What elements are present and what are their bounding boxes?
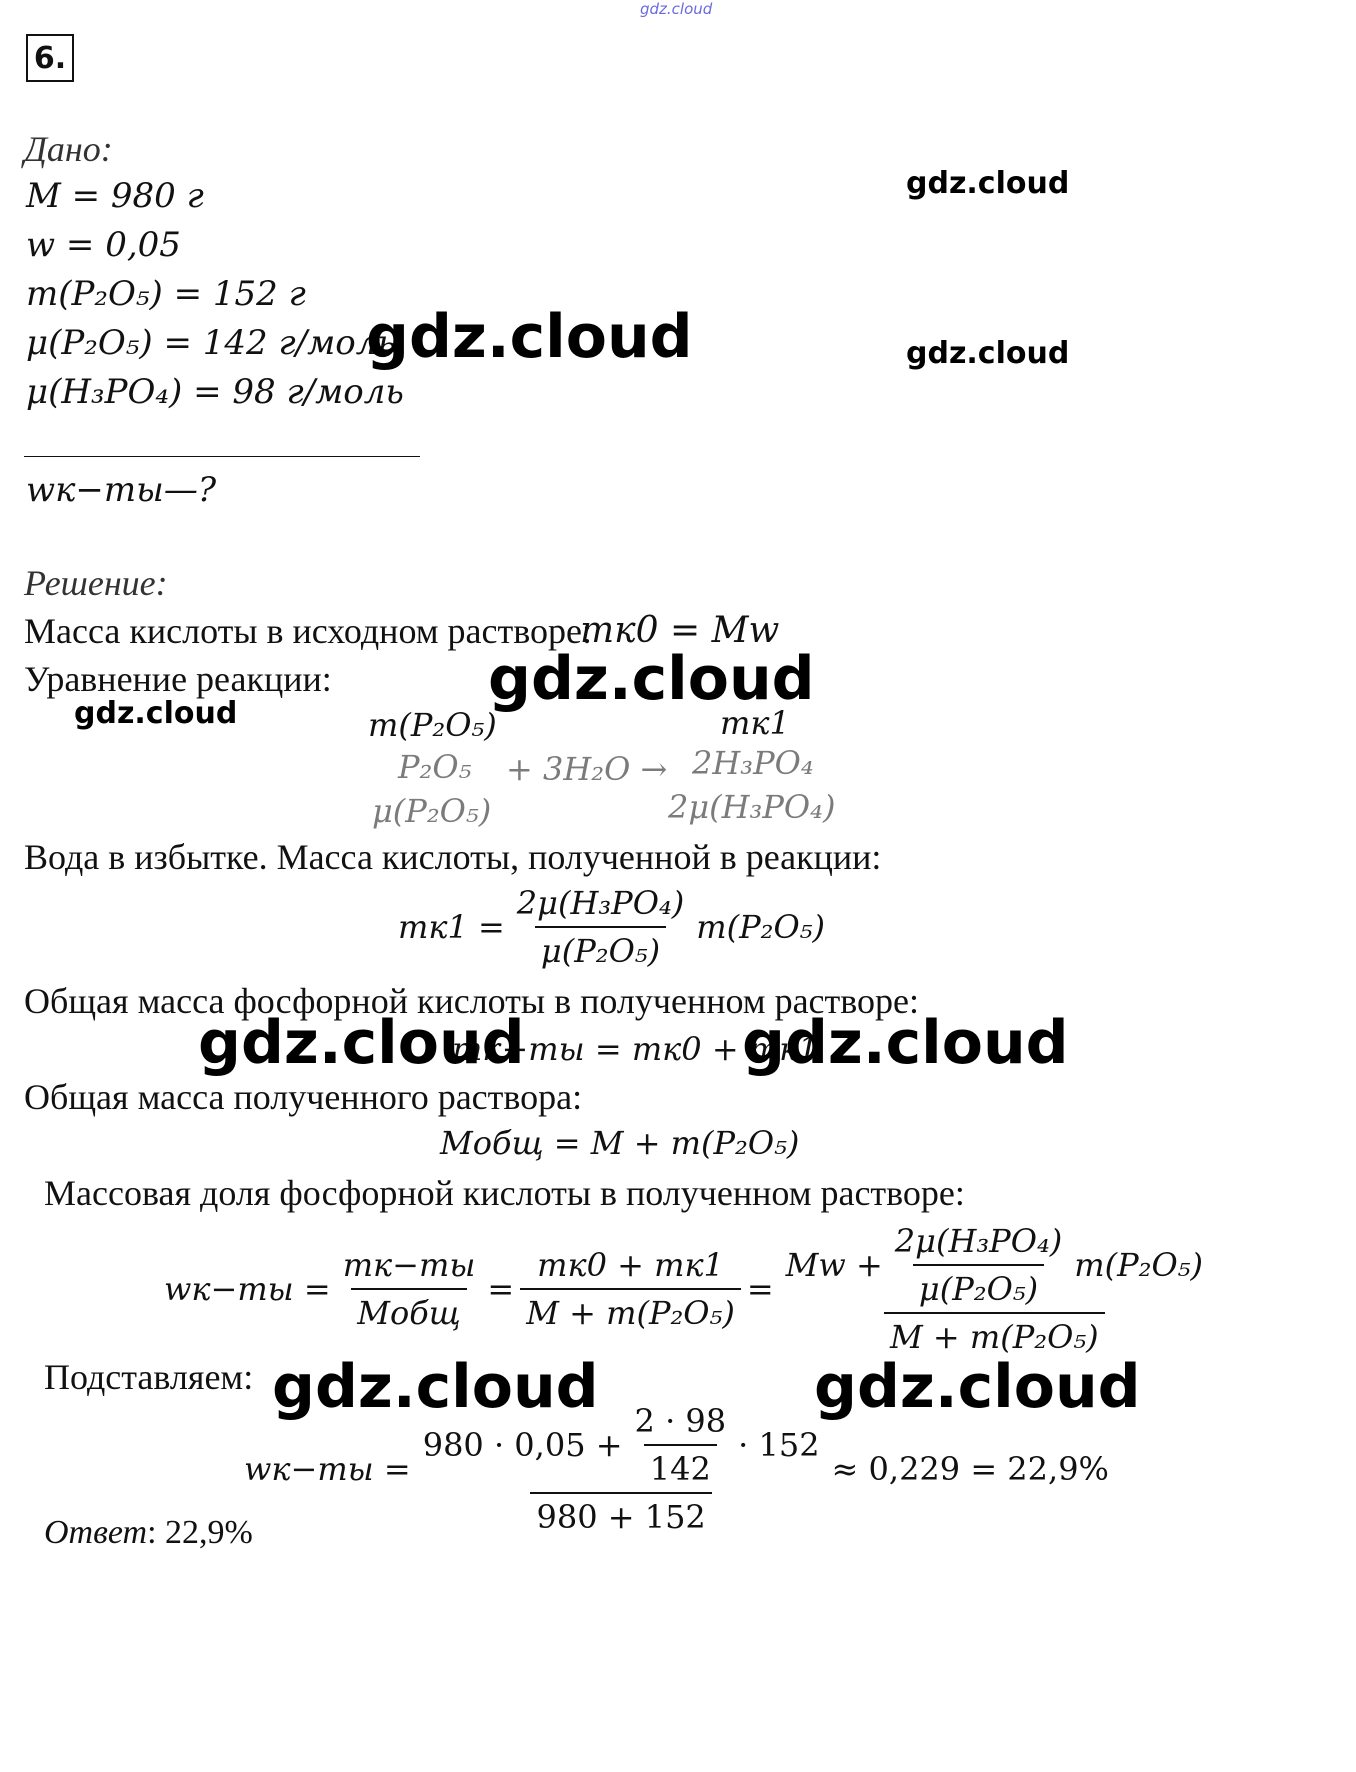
equation-mass-fraction	[164, 1222, 1215, 1356]
eq7-fraction	[417, 1402, 826, 1536]
given-title: Дано:	[24, 129, 113, 169]
eq6-f2-num: mк0 + mк1	[537, 1246, 724, 1284]
reaction-top-right: mк1	[720, 704, 790, 742]
eq6-equals-2: =	[746, 1270, 774, 1308]
equation-mk0: mк0 = Mw	[580, 610, 780, 651]
solution-text-1: Масса кислоты в исходном растворе:	[24, 611, 592, 651]
solution-text-7: Подставляем:	[44, 1357, 254, 1397]
given-line-mass: M = 980 г	[26, 176, 204, 216]
eq7-inner-num: 2 · 98	[634, 1402, 727, 1440]
eq6-f3-den: M + m(P₂O₅)	[884, 1312, 1105, 1356]
reaction-mid-op: + 3H₂O →	[506, 750, 668, 788]
eq6-f1-num: mк−ты	[342, 1246, 476, 1284]
given-find: wк−ты—?	[26, 470, 217, 510]
eq7-num-a: 980 · 0,05 +	[422, 1426, 623, 1464]
watermark: gdz.cloud	[742, 1008, 1069, 1078]
solution-text-4: Общая масса фосфорной кислоты в полученном растворе:	[24, 981, 919, 1021]
reaction-bot-left: μ(P₂O₅)	[372, 792, 492, 830]
watermark: gdz.cloud	[272, 1352, 599, 1422]
equation-mk1	[398, 884, 825, 970]
watermark: gdz.cloud	[366, 302, 693, 372]
answer	[44, 1514, 253, 1552]
reaction-bot-right: 2μ(H₃PO₄)	[668, 788, 836, 826]
equation-substitution	[244, 1402, 1109, 1536]
given-line-w: w = 0,05	[26, 225, 181, 265]
given-divider	[24, 456, 420, 457]
eq6-f3-inner-num: 2μ(H₃PO₄)	[894, 1222, 1063, 1260]
equation-mk1-fraction	[511, 884, 690, 970]
reaction-mid-right: 2H₃PO₄	[692, 744, 814, 782]
equation-mk1-num: 2μ(H₃PO₄)	[516, 884, 685, 922]
given-line-mu-p2o5: μ(P₂O₅) = 142 г/моль	[26, 323, 396, 363]
eq7-den: 980 + 152	[530, 1492, 711, 1536]
eq7-result: ≈ 0,229 = 22,9%	[831, 1450, 1109, 1488]
solution-text-5: Общая масса полученного раствора:	[24, 1077, 583, 1117]
eq6-f3-inner-fraction	[889, 1222, 1068, 1308]
solution-text-3: Вода в избытке. Масса кислоты, полученной в реакции:	[24, 837, 882, 877]
watermark: gdz.cloud	[74, 696, 238, 731]
reaction-mid-left: P₂O₅	[398, 748, 472, 786]
equation-mk1-den: μ(P₂O₅)	[535, 926, 666, 970]
eq7-lhs: wк−ты =	[244, 1450, 411, 1488]
eq6-f3-num-a: Mw +	[785, 1246, 883, 1284]
header-site-label: gdz.cloud	[640, 0, 713, 18]
eq7-num-b: · 152	[738, 1426, 820, 1464]
watermark: gdz.cloud	[814, 1352, 1141, 1422]
watermark: gdz.cloud	[906, 166, 1070, 201]
eq6-fraction-2	[520, 1246, 741, 1332]
given-line-m-p2o5: m(P₂O₅) = 152 г	[26, 274, 306, 314]
eq6-fraction-1	[337, 1246, 482, 1332]
solution-text-6: Массовая доля фосфорной кислоты в полученном растворе:	[44, 1173, 965, 1213]
eq6-f2-den: M + m(P₂O₅)	[520, 1288, 741, 1332]
eq6-fraction-3	[780, 1222, 1209, 1356]
eq6-f3-num	[780, 1222, 1209, 1312]
eq6-f1-den: Mобщ	[351, 1288, 467, 1332]
equation-total-acid: mк−ты = mк0 + mк1	[452, 1030, 819, 1068]
watermark: gdz.cloud	[488, 644, 815, 714]
equation-mk1-lhs: mк1 =	[398, 908, 505, 946]
solution-text-2: Уравнение реакции:	[24, 659, 332, 699]
solution-title: Решение:	[24, 563, 168, 603]
eq6-equals-1: =	[487, 1270, 515, 1308]
eq7-inner-fraction	[629, 1402, 733, 1488]
equation-mk1-tail: m(P₂O₅)	[696, 908, 825, 946]
eq6-f3-inner-den: μ(P₂O₅)	[913, 1264, 1044, 1308]
eq6-f3-num-b: m(P₂O₅)	[1074, 1246, 1203, 1284]
eq7-inner-den: 142	[644, 1444, 717, 1488]
given-line-mu-h3po4: μ(H₃PO₄) = 98 г/моль	[26, 372, 404, 412]
answer-label: Ответ	[44, 1514, 148, 1551]
problem-number: 6.	[26, 34, 74, 82]
watermark: gdz.cloud	[906, 336, 1070, 371]
reaction-top-left: m(P₂O₅)	[368, 706, 497, 744]
eq6-lhs: wк−ты =	[164, 1270, 331, 1308]
watermark: gdz.cloud	[198, 1008, 525, 1078]
answer-value: : 22,9%	[147, 1514, 253, 1551]
equation-total-mass: Mобщ = M + m(P₂O₅)	[440, 1124, 800, 1162]
